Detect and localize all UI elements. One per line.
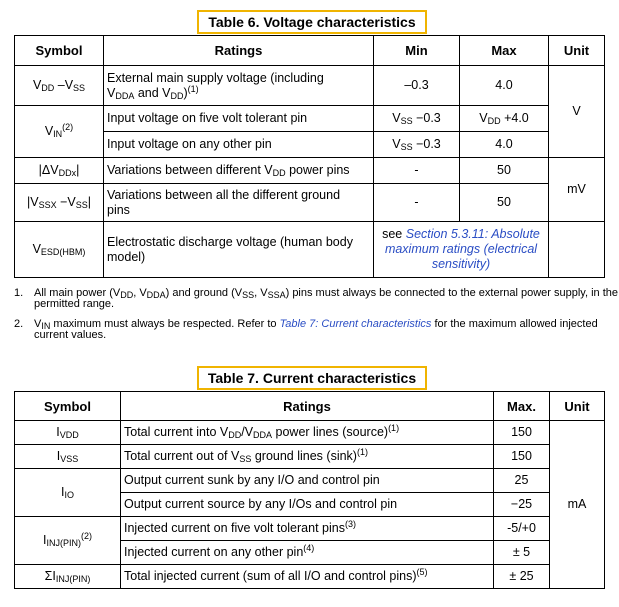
header-max: Max. <box>494 392 550 421</box>
table-row <box>15 517 605 541</box>
header-max: Max <box>460 36 549 66</box>
table-row <box>15 222 605 278</box>
table-row <box>15 469 605 493</box>
max-cell: ± 5 <box>494 541 550 565</box>
symbol-cell: $|\Delta V_{DDx}|$ <box>15 158 104 184</box>
symbol-cell: $I_{VDD}$ <box>15 421 121 445</box>
table7-title: Table 7. Current characteristics <box>197 366 427 390</box>
symbol-cell: $I_{INJ(PIN)}^{(2)}$ <box>15 517 121 565</box>
rating-cell: Electrostatic discharge voltage (human body model) <box>104 222 374 278</box>
header-symbol: Symbol <box>15 36 104 66</box>
table-row <box>15 184 605 222</box>
rating-cell: Injected current on any other pin$^{(4)}$ <box>121 541 494 565</box>
max-cell: 150 <box>494 421 550 445</box>
rating-cell: Input voltage on five volt tolerant pin <box>104 106 374 132</box>
voltage-characteristics-table <box>14 35 605 278</box>
symbol-cell: $V_{DD}$ $-V_{SS}$ <box>15 66 104 106</box>
min-cell: - <box>374 158 460 184</box>
table-row <box>15 132 605 158</box>
max-cell: -5/+0 <box>494 517 550 541</box>
max-cell: 4.0 <box>460 132 549 158</box>
table-row <box>15 106 605 132</box>
rating-cell: Output current sunk by any I/O and control pin <box>121 469 494 493</box>
section-link[interactable]: Section 5.3.11: Absolute maximum ratings (electrical sensitivity) <box>384 227 540 271</box>
min-cell: $V_{SS} -0.3$ <box>374 106 460 132</box>
symbol-cell: $V_{IN}^{(2)}$ <box>15 106 104 158</box>
table-row <box>15 158 605 184</box>
min-cell: $V_{SS} -0.3$ <box>374 132 460 158</box>
rating-cell: Total injected current (sum of all I/O and control pins)$^{(5)}$ <box>121 565 494 589</box>
table-row <box>15 565 605 589</box>
header-symbol: Symbol <box>15 392 121 421</box>
table-row <box>15 445 605 469</box>
min-max-cell: see Section 5.3.11: Absolute maximum ratings (electrical sensitivity) <box>374 222 549 278</box>
rating-cell: Variations between all the different ground pins <box>104 184 374 222</box>
max-cell: 25 <box>494 469 550 493</box>
rating-cell: Input voltage on any other pin <box>104 132 374 158</box>
header-ratings: Ratings <box>104 36 374 66</box>
table6-title: Table 6. Voltage characteristics <box>197 10 427 34</box>
max-cell: 50 <box>460 158 549 184</box>
current-characteristics-table <box>14 391 605 589</box>
table-row <box>15 66 605 106</box>
max-cell: $V_{DD} +4.0$ <box>460 106 549 132</box>
unit-cell: mA <box>550 421 605 589</box>
header-unit: Unit <box>550 392 605 421</box>
min-cell: –0.3 <box>374 66 460 106</box>
header-unit: Unit <box>549 36 605 66</box>
rating-cell: Injected current on five volt tolerant pins$^{(3)}$ <box>121 517 494 541</box>
symbol-cell: $|V_{SSX} -V_{SS}|$ <box>15 184 104 222</box>
symbol-cell: $\Sigma I_{INJ(PIN)}$ <box>15 565 121 589</box>
rating-cell: Total current out of $V_{SS}$ ground lines $(\sin k)^{(1)}$ <box>121 445 494 469</box>
symbol-cell: $V_{ESD(HBM)}$ <box>15 222 104 278</box>
symbol-cell: $I_{VSS}$ <box>15 445 121 469</box>
rating-cell: Total current into $V_{DD}/V_{DDA}$ power lines (source)$^{(1)}$ <box>121 421 494 445</box>
max-cell: 50 <box>460 184 549 222</box>
rating-cell: Variations between different $V_{DD}$ power pins <box>104 158 374 184</box>
max-cell: −25 <box>494 493 550 517</box>
rating-cell: External main supply voltage (including $V_{DDA}$ and $V_{DD})^{(1)}$ <box>104 66 374 106</box>
min-cell: - <box>374 184 460 222</box>
table-row <box>15 421 605 445</box>
table7-link[interactable]: Table 7: Current characteristics <box>279 318 432 330</box>
rating-cell: Output current source by any I/Os and control pin <box>121 493 494 517</box>
max-cell: 150 <box>494 445 550 469</box>
header-min: Min <box>374 36 460 66</box>
unit-cell: V <box>549 66 605 158</box>
header-ratings: Ratings <box>121 392 494 421</box>
unit-cell-empty <box>549 222 605 278</box>
max-cell: ± 25 <box>494 565 550 589</box>
unit-cell: mV <box>549 158 605 222</box>
max-cell: 4.0 <box>460 66 549 106</box>
symbol-cell: $I_{IO}$ <box>15 469 121 517</box>
